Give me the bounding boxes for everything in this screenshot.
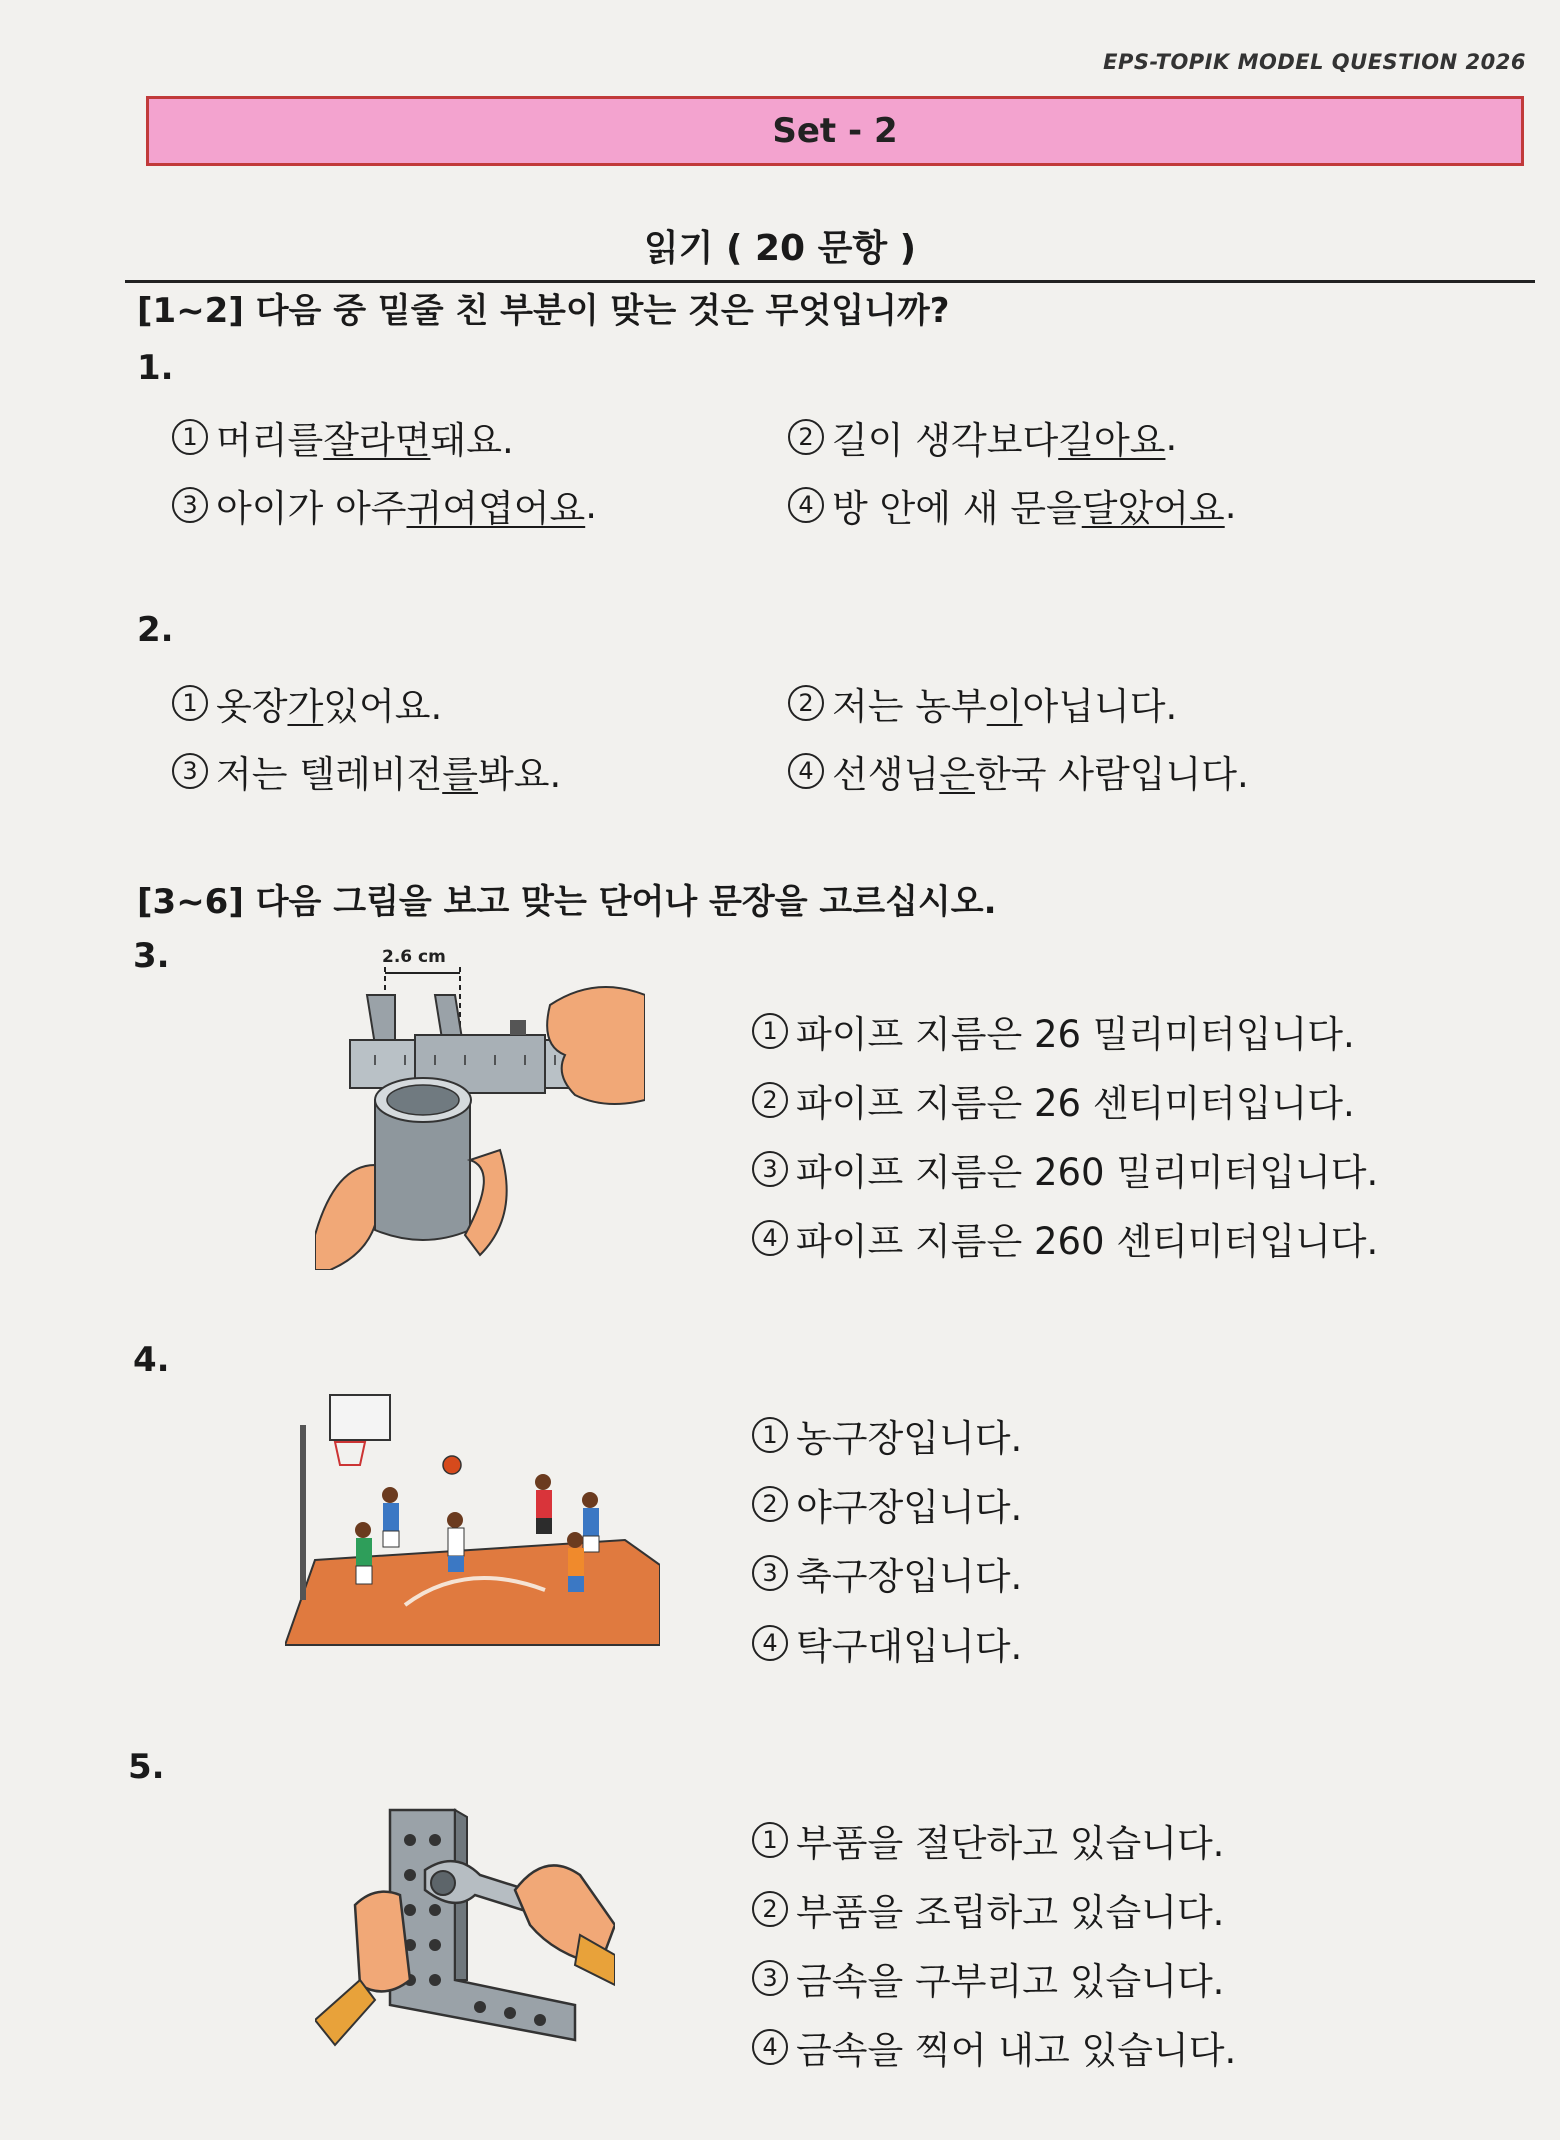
- option-mark: 4: [752, 1220, 788, 1256]
- option-text: 머리를: [216, 419, 324, 462]
- caliper-figure: [315, 935, 645, 1270]
- q5-option-3[interactable]: [752, 1951, 1224, 2005]
- option-mark: 1: [752, 1417, 788, 1453]
- option-text: 옷장: [216, 685, 288, 728]
- option-text: 봐요.: [477, 753, 562, 796]
- underlined-text: 귀여엽어요: [406, 487, 586, 530]
- option-text: 파이프 지름은 26 센티미터입니다.: [796, 1082, 1355, 1125]
- q1-option-2[interactable]: [788, 410, 1177, 464]
- basketball-court-figure: [285, 1390, 660, 1652]
- option-mark: 4: [752, 2029, 788, 2065]
- question-5-number: 5.: [128, 1747, 165, 1787]
- option-mark: 2: [752, 1082, 788, 1118]
- question-4-number: 4.: [133, 1340, 170, 1380]
- option-text: 농구장입니다.: [796, 1417, 1023, 1460]
- option-text: 길이 생각보다: [832, 419, 1059, 462]
- option-text: 방 안에 새 문을: [832, 487, 1082, 530]
- question-2-number: 2.: [137, 610, 174, 650]
- option-text: 파이프 지름은 260 센티미터입니다.: [796, 1220, 1379, 1263]
- option-mark: 4: [788, 487, 824, 523]
- instruction-1-2: [1~2] 다음 중 밑줄 친 부분이 맞는 것은 무엇입니까?: [137, 291, 950, 331]
- option-text: .: [585, 483, 597, 527]
- q3-option-2[interactable]: [752, 1073, 1355, 1127]
- q2-option-1[interactable]: [172, 676, 442, 730]
- option-mark: 1: [752, 1822, 788, 1858]
- option-text: 있어요.: [323, 685, 443, 728]
- option-text: 아이가 아주: [216, 487, 407, 530]
- q4-option-4[interactable]: [752, 1616, 1022, 1670]
- underlined-text: 를: [442, 753, 478, 796]
- option-mark: 2: [788, 419, 824, 455]
- option-mark: 3: [172, 487, 208, 523]
- option-mark: 1: [172, 419, 208, 455]
- q5-option-4[interactable]: [752, 2020, 1236, 2074]
- option-text: 아닙니다.: [1022, 685, 1178, 728]
- q1-option-4[interactable]: [788, 478, 1236, 532]
- wrench-assembly-figure: [315, 1795, 615, 2060]
- section-title: 읽기 ( 20 문항 ): [643, 228, 917, 269]
- option-mark: 3: [752, 1151, 788, 1187]
- set-banner: [146, 96, 1524, 166]
- set-label: Set - 2: [772, 111, 898, 151]
- option-text: 저는 농부: [832, 685, 987, 728]
- underlined-text: 이: [986, 685, 1023, 728]
- option-mark: 4: [752, 1625, 788, 1661]
- exam-tag: EPS-TOPIK MODEL QUESTION 2026: [1103, 50, 1526, 74]
- q1-option-1[interactable]: [172, 410, 514, 464]
- option-text: .: [1165, 415, 1178, 459]
- underlined-text: 가: [287, 685, 324, 728]
- q4-option-3[interactable]: [752, 1546, 1022, 1600]
- q4-option-1[interactable]: [752, 1408, 1022, 1462]
- option-mark: 2: [788, 685, 824, 721]
- q2-option-4[interactable]: [788, 744, 1249, 798]
- option-text: 파이프 지름은 260 밀리미터입니다.: [796, 1151, 1379, 1194]
- option-text: 부품을 절단하고 있습니다.: [796, 1822, 1225, 1865]
- option-text: 돼요.: [430, 419, 514, 462]
- option-text: 파이프 지름은 26 밀리미터입니다.: [796, 1013, 1355, 1056]
- underlined-text: 은: [939, 753, 975, 796]
- q1-option-3[interactable]: [172, 478, 597, 532]
- q3-option-4[interactable]: [752, 1211, 1378, 1265]
- option-mark: 3: [172, 753, 208, 789]
- underlined-text: 잘라면: [323, 419, 431, 462]
- option-text: 탁구대입니다.: [796, 1625, 1023, 1668]
- question-1-number: 1.: [137, 348, 174, 388]
- underlined-text: 달았어요: [1081, 487, 1225, 530]
- option-text: 부품을 조립하고 있습니다.: [796, 1891, 1225, 1934]
- instruction-3-6: [3~6] 다음 그림을 보고 맞는 단어나 문장을 고르십시오.: [137, 882, 997, 922]
- underlined-text: 길아요: [1058, 419, 1166, 462]
- q4-option-2[interactable]: [752, 1477, 1022, 1531]
- question-3-number: 3.: [133, 936, 170, 976]
- option-mark: 3: [752, 1960, 788, 1996]
- option-mark: 4: [788, 753, 824, 789]
- option-mark: 1: [172, 685, 208, 721]
- option-mark: 1: [752, 1013, 788, 1049]
- option-text: 야구장입니다.: [796, 1486, 1023, 1529]
- option-text: 선생님: [832, 753, 940, 796]
- option-text: 저는 텔레비전: [216, 753, 443, 796]
- option-mark: 2: [752, 1891, 788, 1927]
- option-mark: 3: [752, 1555, 788, 1591]
- option-text: 금속을 찍어 내고 있습니다.: [796, 2029, 1237, 2072]
- option-mark: 2: [752, 1486, 788, 1522]
- dimension-label: 2.6 cm: [382, 947, 446, 967]
- q3-option-3[interactable]: [752, 1142, 1378, 1196]
- q5-option-1[interactable]: [752, 1813, 1224, 1867]
- option-text: 한국 사람입니다.: [974, 753, 1249, 796]
- q3-option-1[interactable]: [752, 1004, 1355, 1058]
- option-text: 금속을 구부리고 있습니다.: [796, 1960, 1225, 2003]
- q5-option-2[interactable]: [752, 1882, 1224, 1936]
- q2-option-3[interactable]: [172, 744, 561, 798]
- option-text: 축구장입니다.: [796, 1555, 1023, 1598]
- option-text: .: [1224, 483, 1237, 527]
- q2-option-2[interactable]: [788, 676, 1177, 730]
